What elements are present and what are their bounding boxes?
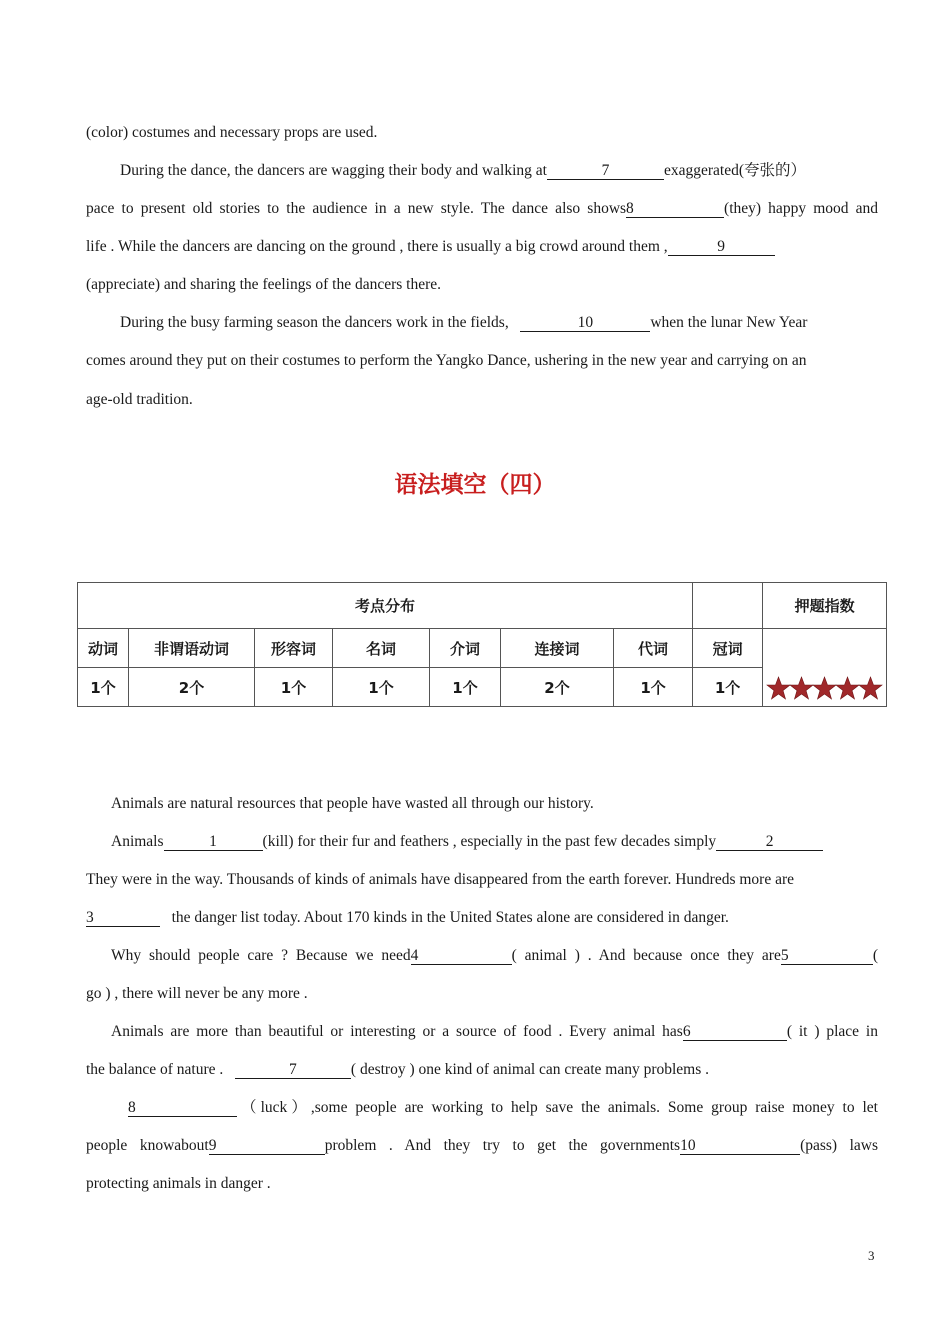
blank-6[interactable]: 6 — [683, 1023, 787, 1041]
text: (kill) for their fur and feathers , especially in the past few decades simply — [262, 833, 717, 850]
text: ( it ) place in — [786, 1023, 878, 1040]
count-cell: 2个 — [129, 668, 255, 707]
header-empty — [693, 583, 763, 629]
blank-2[interactable]: 2 — [716, 833, 823, 851]
star-icon — [766, 676, 791, 700]
blank-8-bottom[interactable]: 8 — [128, 1099, 237, 1117]
blank-3[interactable]: 3 — [86, 909, 160, 927]
passage-line — [86, 984, 878, 1004]
passage-line — [86, 908, 878, 928]
category-cell: 名词 — [333, 629, 430, 668]
passage-line — [86, 199, 878, 219]
text: the balance of nature . — [86, 1061, 224, 1078]
text: During the busy farming season the dancers work in the fields, — [120, 314, 509, 331]
text: go ) , there will never be any more . — [86, 985, 308, 1002]
text: Animals are more than beautiful or interesting or a source of food . Every animal has — [111, 1023, 683, 1040]
text: （luck）,some people are working to help save the animals. Some group raise money to let — [237, 1099, 878, 1116]
category-cell: 介词 — [430, 629, 501, 668]
category-cell: 非谓语动词 — [129, 629, 255, 668]
text: (they) happy mood and — [724, 200, 879, 217]
passage-line — [86, 390, 878, 410]
page-number: 3 — [868, 1248, 875, 1263]
text: ( animal ) . And because once they are — [511, 947, 781, 964]
passage-line — [86, 832, 878, 852]
passage-line — [86, 161, 878, 181]
exam-point-table — [77, 582, 887, 707]
count-cell: 1个 — [430, 668, 501, 707]
blank-7[interactable]: 7 — [547, 162, 664, 180]
passage-line — [86, 1136, 878, 1156]
header-distribution: 考点分布 — [78, 583, 693, 629]
passage-line — [86, 794, 878, 814]
star-icon — [858, 676, 883, 700]
text: exaggerated(夸张的） — [663, 162, 806, 179]
category-cell: 形容词 — [255, 629, 333, 668]
passage-line — [86, 237, 878, 257]
passage-line — [86, 870, 878, 890]
category-cell: 冠词 — [693, 629, 763, 668]
text: age-old tradition. — [86, 391, 193, 408]
passage-line — [86, 123, 878, 143]
text: (pass) laws — [800, 1137, 879, 1154]
text: They were in the way. Thousands of kinds of animals have disappeared from the earth forever. Hundreds more are — [86, 871, 795, 888]
count-cell: 1个 — [255, 668, 333, 707]
text: comes around they put on their costumes to perform the Yangko Dance, ushering in the new year and carrying on an — [86, 352, 807, 369]
blank-9[interactable]: 9 — [668, 238, 775, 256]
passage-line — [86, 1022, 878, 1042]
text: life . While the dancers are dancing on the ground , there is usually a big crowd around them , — [86, 238, 668, 255]
text: ( — [872, 947, 878, 964]
star-icon — [789, 676, 814, 700]
text: people know — [86, 1137, 175, 1154]
star-rating-stars — [763, 676, 886, 700]
blank-10[interactable]: 10 — [520, 314, 650, 332]
text: Why should people care ? Because we need — [111, 947, 411, 964]
text: pace to present old stories to the audience in a new style. The dance also shows — [86, 200, 627, 217]
star-icon — [835, 676, 860, 700]
text: During the dance, the dancers are wagging their body and walking at — [120, 162, 547, 179]
text: (appreciate) and sharing the feelings of the dancers there. — [86, 276, 442, 293]
blank-7-bottom[interactable]: 7 — [235, 1061, 351, 1079]
text: problem . And they try to get the governments — [324, 1137, 681, 1154]
passage-line — [86, 1098, 878, 1118]
header-index: 押题指数 — [763, 583, 887, 629]
passage-line — [86, 275, 878, 295]
text: Animals are natural resources that people have wasted all through our history. — [111, 795, 594, 812]
text: when the lunar New Year — [650, 314, 808, 331]
text: protecting animals in danger . — [86, 1175, 271, 1192]
passage-line — [86, 1060, 878, 1080]
category-cell: 代词 — [614, 629, 693, 668]
blank-4[interactable]: 4 — [411, 947, 512, 965]
count-cell: 2个 — [501, 668, 614, 707]
text: about — [174, 1137, 209, 1154]
count-cell: 1个 — [693, 668, 763, 707]
passage-line — [86, 946, 878, 966]
category-cell: 动词 — [78, 629, 129, 668]
count-cell: 1个 — [614, 668, 693, 707]
blank-5[interactable]: 5 — [781, 947, 873, 965]
passage-line — [86, 351, 878, 371]
category-cell: 连接词 — [501, 629, 614, 668]
blank-1[interactable]: 1 — [164, 833, 263, 851]
blank-10-bottom[interactable]: 10 — [680, 1137, 800, 1155]
blank-8[interactable]: 8 — [626, 200, 724, 218]
blank-9-bottom[interactable]: 9 — [209, 1137, 325, 1155]
text: the danger list today. About 170 kinds in the United States alone are considered in danger. — [171, 909, 729, 926]
count-cell: 1个 — [333, 668, 430, 707]
passage-line — [86, 313, 878, 333]
text: ( destroy ) one kind of animal can create many problems . — [350, 1061, 710, 1078]
text: (color) costumes and necessary props are used. — [86, 124, 378, 141]
star-icon — [812, 676, 837, 700]
text: Animals — [111, 833, 164, 850]
count-cell: 1个 — [78, 668, 129, 707]
passage-line — [86, 1174, 878, 1194]
star-rating — [763, 629, 887, 707]
section-title: 语法填空（四） — [394, 472, 556, 498]
